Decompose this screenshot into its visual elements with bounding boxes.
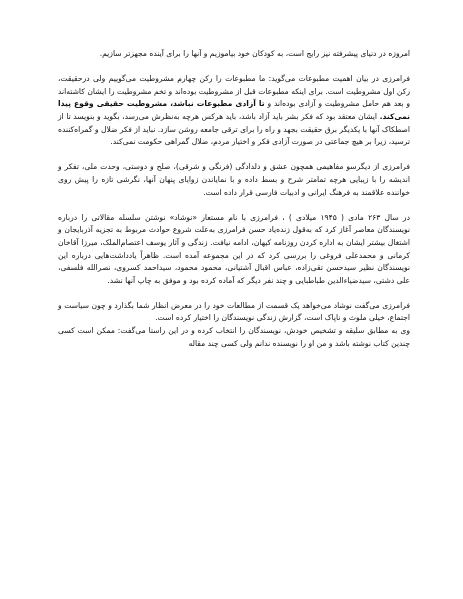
paragraph-gap xyxy=(58,149,410,162)
paragraph-2-text-start: فرامرزی در بیان اهمیت مطبوعات می‌گوید: ما مطبوعات را رکن چهارم مشروطیت می‌گوییم ولی درحقیقت، رکن اول مشروطیت است. برای اینکه مطبوعات قبل از مشروطیت بوده‌اند و تخم مشروطیت را ایشان کاشته‌اند و بعد هم حامل مشروطیت و آزادی بوده‌اند و xyxy=(58,74,410,109)
paragraph-2-bold-statement: تا آزادی مطبوعات نباشد، مشروطیت حقیقی وقوع پیدا نمی‌کند. xyxy=(58,99,410,121)
paragraph-3: فرامرزی از دیگرسو مفاهیمی همچون عشق و دلدادگی (فرنگی و شرقی)، صلح و دوستی، وحدت ملی، تفکر و اندیشه را با زیبایی هرچه تمامتر شرح و بسط داده و با نمایاندن زوایای پنهان آنها، نگرشی تازه را پیش روی خواننده علاقمند به فرهنگ ایرانی و ادبیات فارسی قرار داده است. xyxy=(58,162,410,197)
paragraph-4: در سال ۲۶۳ مادی ( ۱۹۴۵ میلادی ) ، فرامرزی با نام مستعار «نوشاد» نوشتن سلسله مقالاتی را درباره نویسندگان معاصر آغاز کرد که به‌قول زنده‌یاد حسن فرامرزی به‌علت شروع حوادث مربوط به تجزیه آذربایجان و اشتغال بیشتر ایشان به اداره کردن روزنامه کیهان، ادامه نیافت. زندگی و آثار یوسف اعتصام‌الملک، میرزا آقاخان کرمانی و محمدعلی فروغی را بررسی کرد که در این مجموعه آمده است. ظاهراً یادداشت‌هایی درباره این نویسندگان نظیر سیدحسن تقی‌زاده، عباس اقبال آشتیانی، محمود محمود، سیداحمد کسروی، نصرالله فلسفی، علی دشتی، سیدضیاءالدین طباطبایی و چند نفر دیگر که آماده کرده بود و موفق به چاپ آنها نشد. xyxy=(58,212,410,285)
paragraph-6: وی به مطابق سلیقه و تشخیص خودش، نویسندگان را انتخاب کرده و در این راستا می‌گفت: ممکن است کسی چندین کتاب نوشته باشد و من او را نویسنده ندانم ولی کسی چند مقاله xyxy=(58,326,410,348)
paragraph-gap xyxy=(58,287,410,300)
paragraph-gap xyxy=(58,199,410,212)
paragraph-2-text-end: ایشان معتقد بود که فکر بشر باید آزاد باشد، باید هرکس هرچه به‌نظرش می‌رسد، بگوید و بنویسد تا از اصطکاک آنها با یکدیگر برق حقیقت بجهد و راه را برای ترقی جامعه روشن سازد. نباید از فکر ضلال و گمراه‌کننده ترسید، زیرا بر هیچ جماعتی در صورت آزادی فکر و اختیار مردم، ضلال گمراهی حکومت نمی‌کند. xyxy=(58,111,410,147)
paragraph-1: امروزه در دنیای پیشرفته نیز رایج است، به کودکان خود بیاموزیم و آنها را برای آینده مجهزتر سازیم. xyxy=(99,49,410,58)
paragraph-2 xyxy=(58,73,410,149)
paragraph-gap xyxy=(58,61,410,74)
paragraph-5: فرامرزی می‌گفت نوشاد می‌خواهد یک قسمت از مطالعات خود را در معرض انظار شما بگذارد و چون سیاست و اجتماع، خیلی ملوث و ناپاک است، گزارش زندگی نویسندگان را اختیار کرده است. xyxy=(58,300,410,323)
document-page xyxy=(58,48,410,350)
